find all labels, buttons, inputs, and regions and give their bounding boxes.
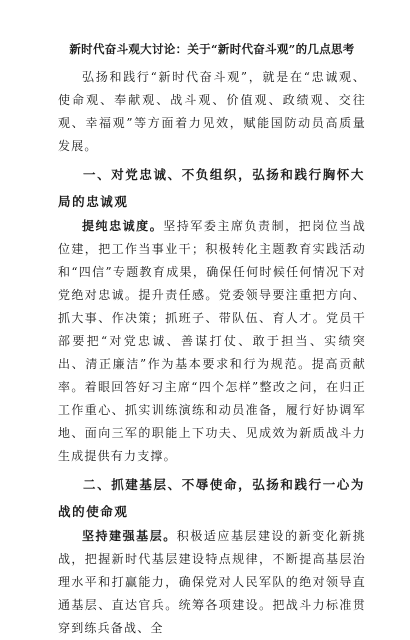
section-heading-2: 二、抓建基层、不辱使命，弘扬和践行一心为战的使命观	[58, 477, 366, 519]
paragraph-lead: 坚持建强基层。	[82, 529, 177, 543]
section-2-paragraph	[58, 525, 366, 640]
document-title: 新时代奋斗观大讨论：关于“新时代奋斗观”的几点思考	[69, 42, 355, 56]
paragraph-text: 积极适应基层建设的新变化新挑战，把握新时代基层建设特点规律，不断提高基层治理水平和打赢能力，确保党对人民军队的绝对领导直通基层、直达官兵。统筹各项建设。把战斗力标准贯穿到练兵备战、全	[58, 529, 366, 635]
paragraph-lead: 提纯忠诚度。	[82, 219, 164, 233]
paragraph-text: 坚持军委主席负责制，把岗位当战位建，把工作当事业干；积极转化主题教育实践活动和“四信”专题教育成果，确保任何时候任何情况下对党绝对忠诚。提升责任感。党委领导要注重把方向、抓大事、作决策；抓班子、带队伍、育人才。党员干部要把“对党忠诚、善谋打仗、敢于担当、实绩突出、清正廉洁”作为基本要求和行为规范。提高贡献率。着眼回答好习主席“四个怎样”整改之问，在归正工作重心、抓实训练演练和动员准备，履行好协调军地、面向三军的职能上下功夫、见成效为新质战斗力生成提供有力支撑。	[58, 219, 366, 463]
section-1-paragraph	[58, 215, 366, 468]
intro-paragraph: 弘扬和践行“新时代奋斗观”，就是在“忠诚观、使命观、奉献观、战斗观、价值观、政绩观、交往观、幸福观”等方面着力见效，赋能国防动员高质量发展。	[58, 70, 366, 153]
section-heading-1: 一、对党忠诚、不负组织，弘扬和践行胸怀大局的忠诚观	[58, 167, 366, 209]
